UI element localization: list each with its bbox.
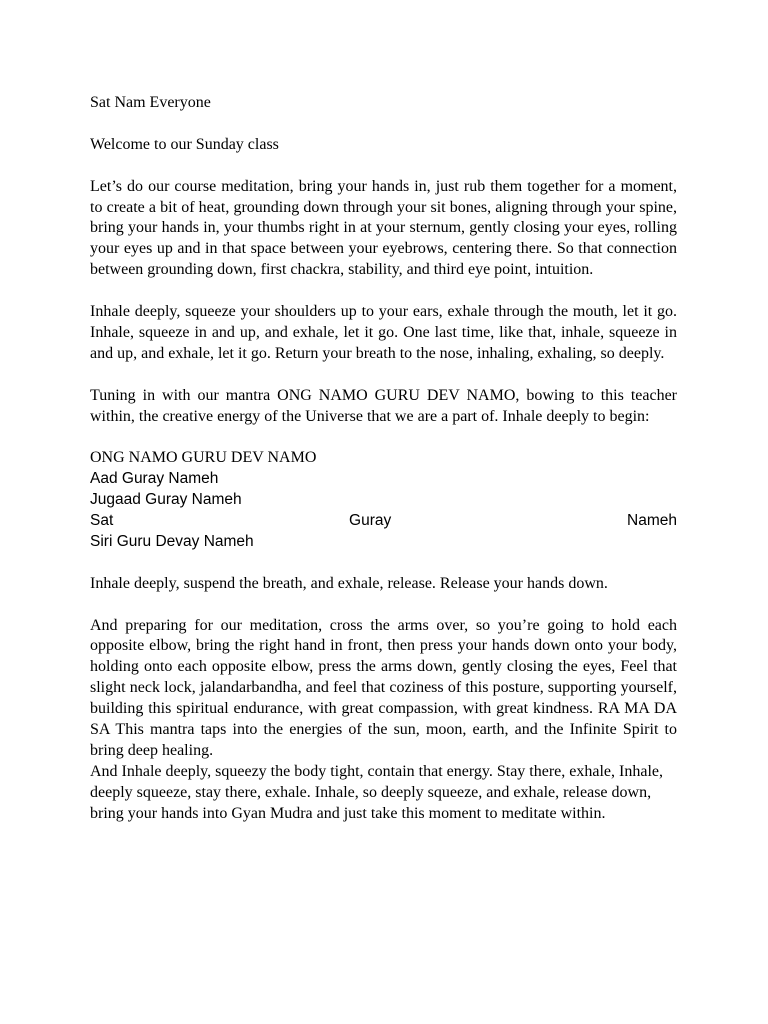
course-meditation-paragraph: Let’s do our course meditation, bring your hands in, just rub them together for a moment, to create a bit of heat, grounding down through your sit bones, aligning through your spine, bring your hands in, your thumbs right in at your sternum, gently closing your eyes, rolling your eyes up and in that space between your eyebrows, centering there. So that connection between grounding down, first chackra, stability, and third eye point, intuition. — [90, 177, 677, 279]
mantra-line-3-word-2: Guray — [349, 512, 392, 530]
mantra-title: ONG NAMO GURU DEV NAMO — [90, 449, 317, 467]
document-page — [90, 93, 677, 846]
preparing-paragraph: And preparing for our meditation, cross the arms over, so you’re going to hold each opposite elbow, bring the right hand in front, then press your hands down onto your body, holding onto each opposite elbow, press the arms down, gently closing the eyes, Feel that slight neck lock, jalandarbandha, and feel that coziness of this posture, supporting yourself, building this spiritual endurance, with great compassion, with great kindness. RA MA DA SA This mantra taps into the energies of the sun, moon, earth, and the Infinite Spirit to bring deep healing. — [90, 616, 677, 759]
release-paragraph: Inhale deeply, suspend the breath, and exhale, release. Release your hands down. — [90, 574, 608, 592]
welcome-line: Welcome to our Sunday class — [90, 135, 279, 153]
final-paragraph: And Inhale deeply, squeezy the body tight, contain that energy. Stay there, exhale, Inhale, deeply squeeze, stay there, exhale. Inhale, so deeply squeeze, and exhale, release down, bring your hands into Gyan Mudra and just take this moment to meditate within. — [90, 762, 663, 822]
mantra-line-3-word-3: Nameh — [627, 512, 677, 530]
mantra-line-1: Aad Guray Nameh — [90, 470, 219, 488]
mantra-line-3-word-1: Sat — [90, 512, 114, 530]
mantra-line-3 — [90, 511, 677, 532]
tuning-in-paragraph: Tuning in with our mantra ONG NAMO GURU DEV NAMO, bowing to this teacher within, the creative energy of the Universe that we are a part of. Inhale deeply to begin: — [90, 386, 677, 425]
inhale-paragraph: Inhale deeply, squeeze your shoulders up to your ears, exhale through the mouth, let it go. Inhale, squeeze in and up, and exhale, let it go. One last time, like that, inhale, squeeze in and up, and exhale, let it go. Return your breath to the nose, inhaling, exhaling, so deeply. — [90, 303, 677, 362]
mantra-line-2: Jugaad Guray Nameh — [90, 491, 242, 509]
greeting-line: Sat Nam Everyone — [90, 94, 211, 111]
mantra-block — [90, 448, 677, 553]
mantra-line-4: Siri Guru Devay Nameh — [90, 532, 254, 550]
